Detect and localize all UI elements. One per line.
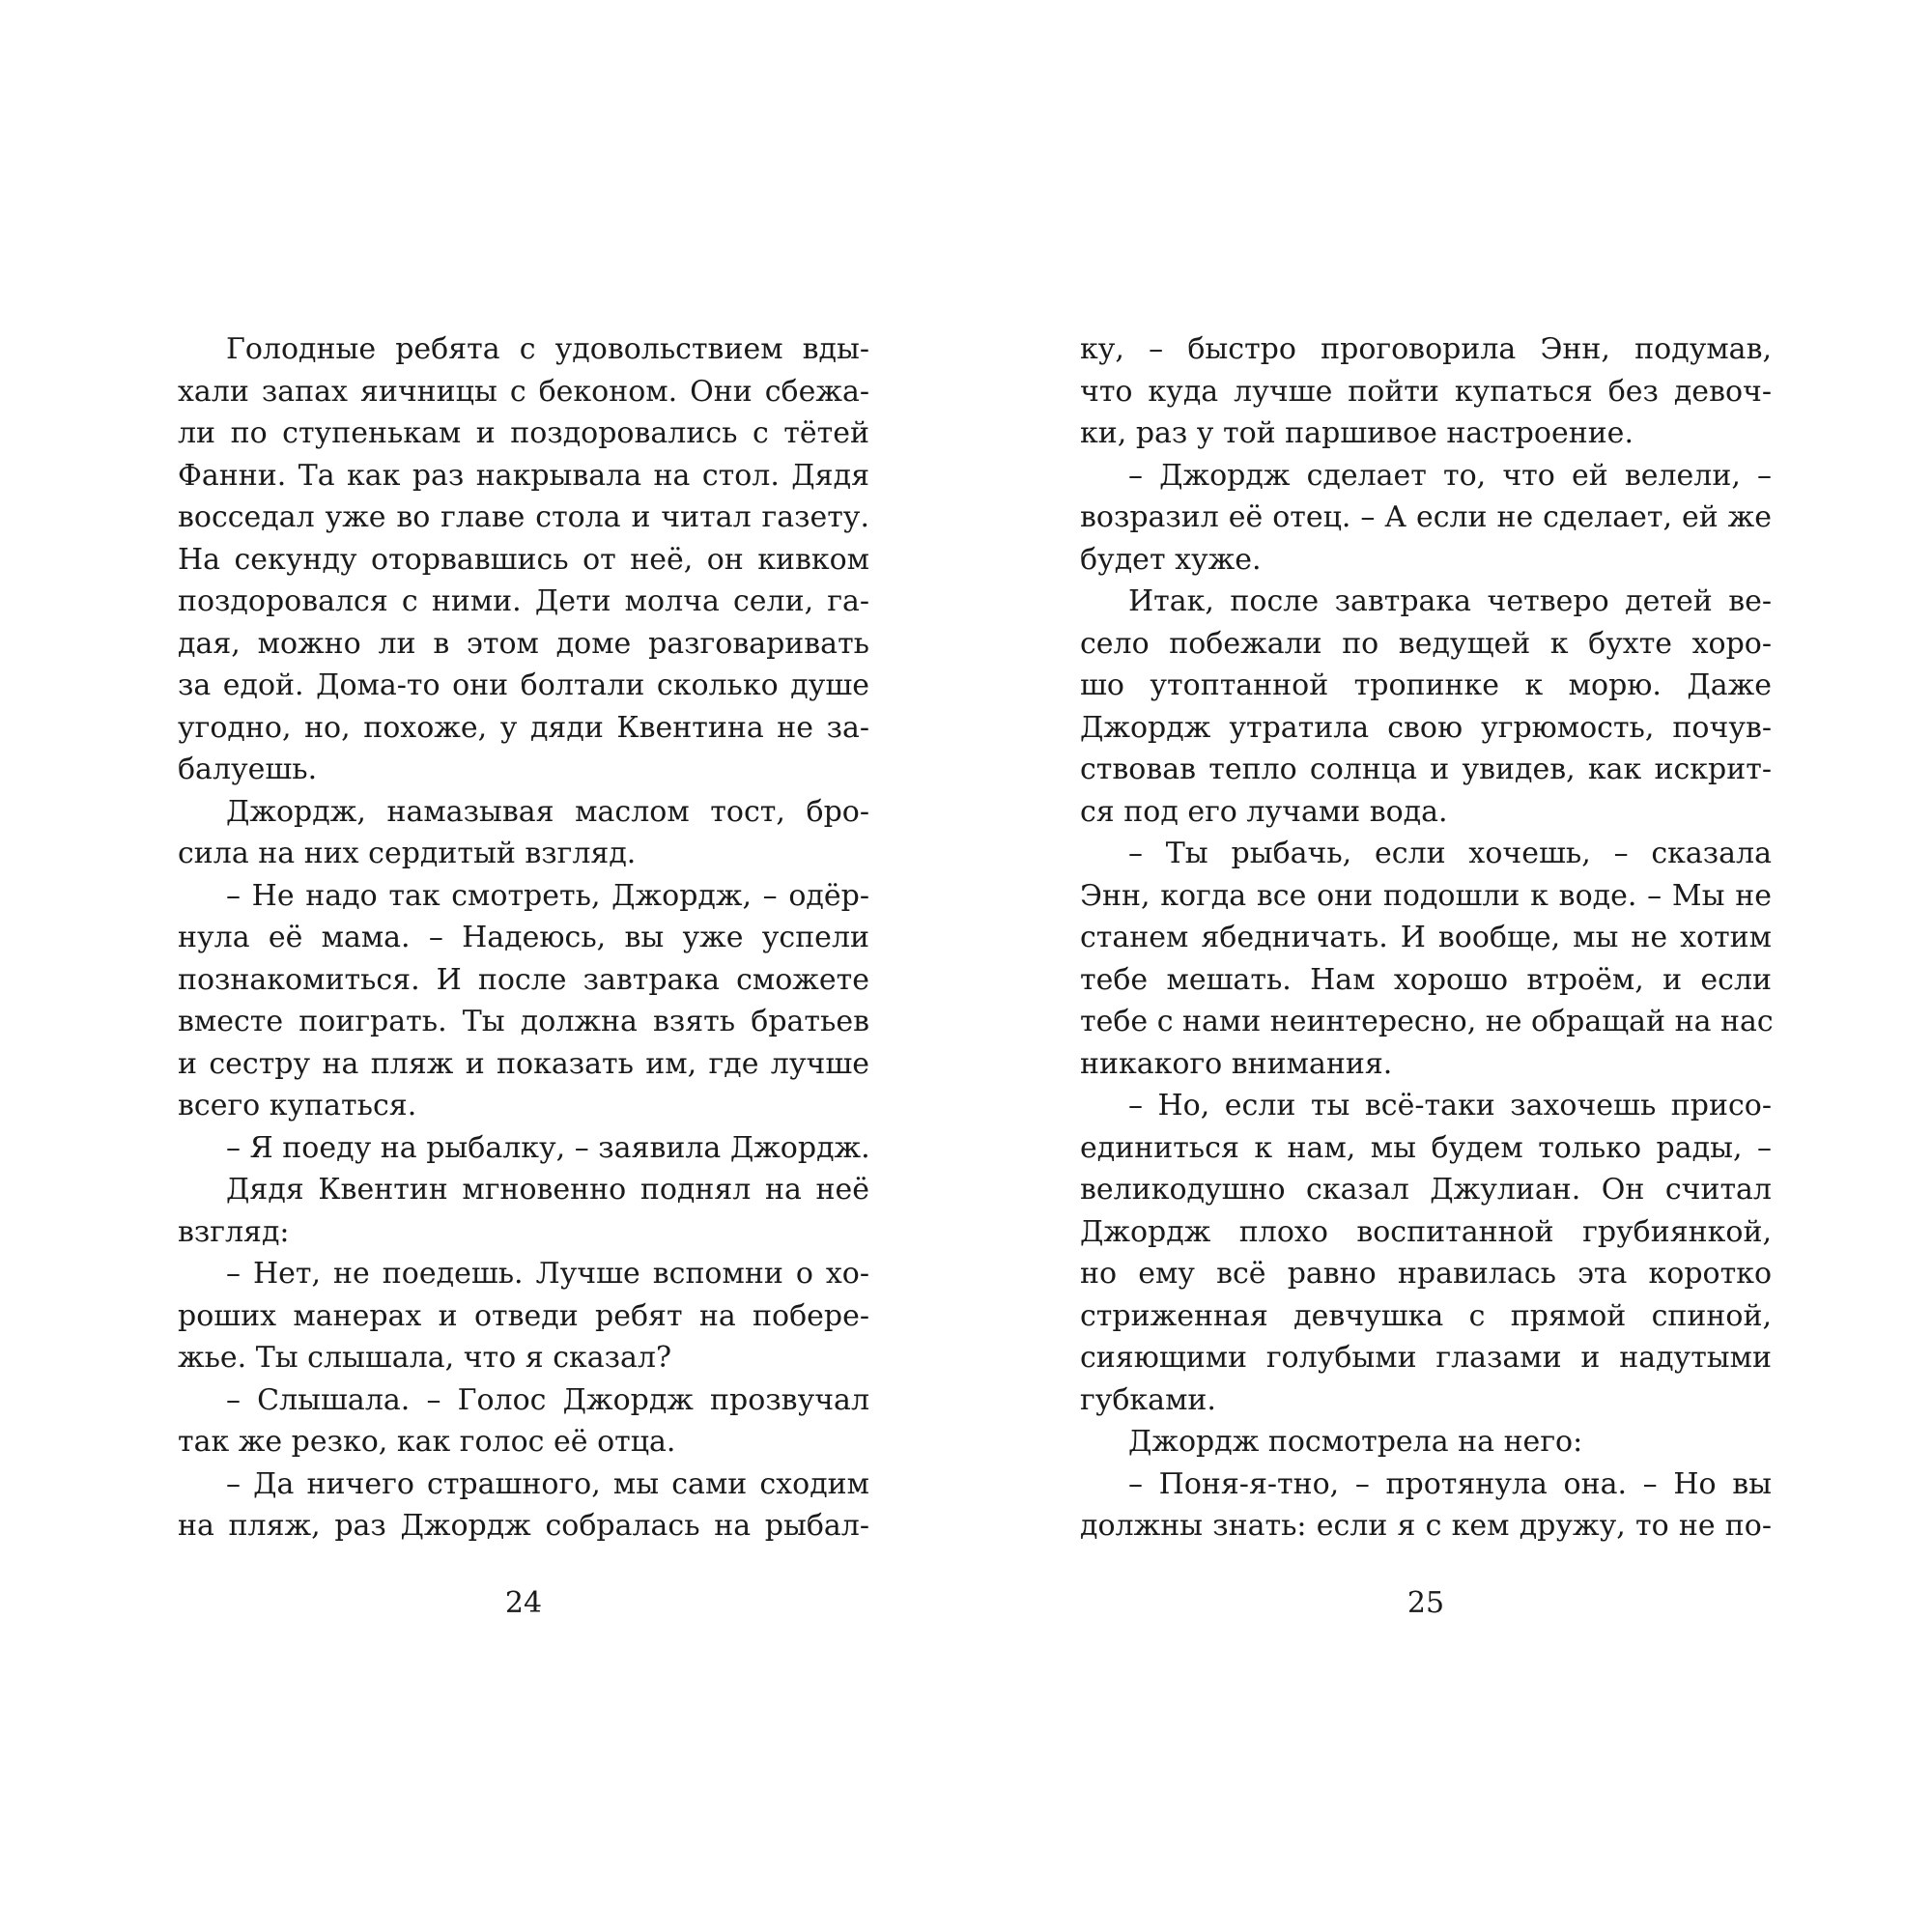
text-line: – Ты рыбачь, если хочешь, – сказала xyxy=(1128,837,1772,870)
text-line: великодушно сказал Джулиан. Он считал xyxy=(1080,1173,1772,1207)
text-line: взгляд: xyxy=(178,1214,290,1249)
text-line: ки, раз у той паршивое настроение. xyxy=(1080,416,1634,450)
text-line: – Слышала. – Голос Джордж прозвучал xyxy=(226,1382,869,1417)
text-line: что куда лучше пойти купаться без девоч- xyxy=(1080,374,1772,409)
text-line: вместе поиграть. Ты должна взять братьев xyxy=(178,1005,869,1038)
text-line: всего купаться. xyxy=(178,1089,417,1122)
left-page-number: 24 xyxy=(504,1586,543,1620)
text-line: ку, – быстро проговорила Энн, подумав, xyxy=(1080,332,1772,366)
text-line: – Но, если ты всё-таки захочешь присо- xyxy=(1128,1089,1772,1122)
text-line: роших манерах и отведи ребят на побере- xyxy=(178,1298,869,1333)
text-line: Джордж утратила свою угрюмость, почув- xyxy=(1080,710,1772,745)
text-line: за едой. Дома-то они болтали сколько душе xyxy=(178,668,869,702)
text-line: восседал уже во главе стола и читал газету. xyxy=(178,500,869,534)
text-line: Дядя Квентин мгновенно поднял на неё xyxy=(226,1173,869,1207)
text-line: ствовав тепло солнца и увидев, как искрит- xyxy=(1080,753,1772,786)
text-line: хали запах яичницы с беконом. Они сбежа- xyxy=(178,374,869,409)
text-line: ся под его лучами вода. xyxy=(1080,794,1448,829)
text-line: Джордж плохо воспитанной грубиянкой, xyxy=(1080,1214,1772,1249)
text-line: стриженная девчушка с прямой спиной, xyxy=(1080,1298,1772,1333)
text-line: но ему всё равно нравилась эта коротко xyxy=(1080,1257,1772,1291)
text-line: – Поня-я-тно, – протянула она. – Но вы xyxy=(1128,1466,1772,1501)
text-line: будет хуже. xyxy=(1080,542,1262,577)
text-line: ли по ступенькам и поздоровались с тётей xyxy=(178,416,869,450)
text-line: и сестру на пляж и показать им, где лучше xyxy=(178,1046,869,1081)
text-line: поздоровался с ними. Дети молча сели, га- xyxy=(178,584,869,618)
right-page-number: 25 xyxy=(1406,1586,1445,1620)
text-line: – Да ничего страшного, мы сами сходим xyxy=(226,1466,869,1501)
text-line: жье. Ты слышала, что я сказал? xyxy=(178,1341,672,1375)
text-line: Энн, когда все они подошли к воде. – Мы не xyxy=(1080,878,1772,913)
text-line: никакого внимания. xyxy=(1080,1046,1393,1081)
text-line: единиться к нам, мы будем только рады, – xyxy=(1080,1130,1772,1165)
text-line: Голодные ребята с удовольствием вды- xyxy=(226,332,869,366)
text-line: – Джордж сделает то, что ей велели, – xyxy=(1128,458,1772,493)
text-line: На секунду оторвавшись от неё, он кивком xyxy=(178,542,869,577)
text-line: губками. xyxy=(1080,1382,1216,1417)
text-line: Джордж посмотрела на него: xyxy=(1128,1425,1583,1459)
text-line: станем ябедничать. И вообще, мы не хотим xyxy=(1080,921,1772,954)
text-line: должны знать: если я с кем дружу, то не по- xyxy=(1080,1509,1772,1543)
text-line: познакомиться. И после завтрака сможете xyxy=(178,962,869,997)
text-line: дая, можно ли в этом доме разговаривать xyxy=(178,626,869,661)
text-line: село побежали по ведущей к бухте хоро- xyxy=(1080,626,1772,661)
text-line: – Я поеду на рыбалку, – заявила Джордж. xyxy=(226,1130,870,1165)
text-line: на пляж, раз Джордж собралась на рыбал- xyxy=(178,1509,869,1543)
text-line: балуешь. xyxy=(178,753,318,786)
text-line: – Не надо так смотреть, Джордж, – одёр- xyxy=(226,878,869,913)
text-line: нула её мама. – Надеюсь, вы уже успели xyxy=(178,921,869,954)
text-line: – Нет, не поедешь. Лучше вспомни о хо- xyxy=(226,1257,869,1291)
text-line: сила на них сердитый взгляд. xyxy=(178,837,637,870)
text-line: сияющими голубыми глазами и надутыми xyxy=(1080,1341,1772,1375)
text-line: так же резко, как голос её отца. xyxy=(178,1425,676,1459)
text-line: возразил её отец. – А если не сделает, ей же xyxy=(1080,500,1772,534)
text-line: угодно, но, похоже, у дяди Квентина не за- xyxy=(178,710,869,745)
text-line: шо утоптанной тропинке к морю. Даже xyxy=(1080,668,1772,702)
text-line: тебе мешать. Нам хорошо втроём, и если xyxy=(1080,962,1772,997)
left-page-text xyxy=(178,328,869,1548)
text-line: Итак, после завтрака четверо детей ве- xyxy=(1128,584,1772,618)
right-page-text xyxy=(1080,328,1772,1548)
text-line: тебе с нами неинтересно, не обращай на нас xyxy=(1080,1005,1774,1038)
text-line: Джордж, намазывая маслом тост, бро- xyxy=(226,794,869,829)
text-line: Фанни. Та как раз накрывала на стол. Дядя xyxy=(178,458,869,493)
